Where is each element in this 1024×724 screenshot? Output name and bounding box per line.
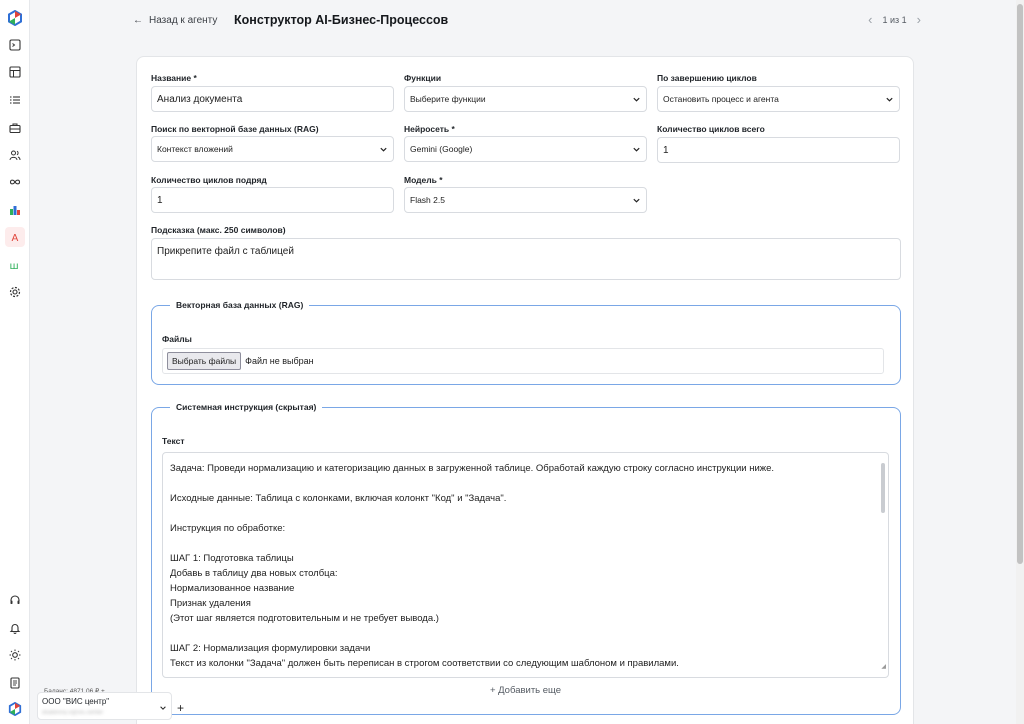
- instruction-line: [170, 536, 881, 551]
- rag-search-label: Поиск по векторной базе данных (RAG): [151, 124, 319, 134]
- functions-value: Выберите функции: [410, 94, 486, 104]
- chevron-down-icon: [632, 145, 641, 154]
- sun-icon[interactable]: [5, 645, 25, 665]
- files-label: Файлы: [162, 334, 192, 344]
- settings-icon[interactable]: [5, 282, 25, 302]
- infinity-icon[interactable]: [5, 172, 25, 192]
- instruction-line: Задача: Проведи нормализацию и категоризацию данных в загруженной таблице. Обработай каждую строку согласно инструкции ниже.: [170, 463, 775, 474]
- file-status: Файл не выбран: [245, 356, 314, 366]
- terminal-icon[interactable]: [5, 35, 25, 55]
- chevron-down-icon: [632, 196, 641, 205]
- instruction-line: [170, 476, 881, 491]
- arrow-left-icon: ←: [133, 15, 143, 26]
- on-finish-value: Остановить процесс и агента: [663, 94, 779, 104]
- logo-small-icon[interactable]: [5, 699, 25, 719]
- cycles-row-label: Количество циклов подряд: [151, 175, 267, 185]
- rag-search-select[interactable]: [151, 136, 394, 162]
- pager-label: 1 из 1: [882, 15, 907, 25]
- cycles-total-input[interactable]: 1: [657, 137, 900, 163]
- functions-select[interactable]: [404, 86, 647, 112]
- header: [31, 0, 1016, 44]
- instruction-line: Признак удаления: [170, 598, 251, 609]
- instruction-line: Инструкция по обработке:: [170, 523, 286, 534]
- name-label: Название *: [151, 73, 197, 83]
- account-switcher[interactable]: [37, 692, 172, 720]
- cycles-total-label: Количество циклов всего: [657, 124, 765, 134]
- functions-label: Функции: [404, 73, 442, 83]
- instruction-line: Исходные данные: Таблица с колонками, включая колонкт "Код" и "Задача".: [170, 493, 507, 504]
- cycles-row-input[interactable]: 1: [151, 187, 394, 213]
- chart-icon[interactable]: [5, 200, 25, 220]
- svg-text:A: A: [11, 233, 19, 243]
- page-title: Конструктор AI-Бизнес-Процессов: [234, 13, 449, 27]
- list-icon[interactable]: [5, 90, 25, 110]
- network-select[interactable]: [404, 136, 647, 162]
- instruction-textarea[interactable]: [162, 452, 889, 678]
- instruction-line: ШАГ 2: Нормализация формулировки задачи: [170, 643, 371, 654]
- choose-files-button[interactable]: Выбрать файлы: [167, 352, 241, 370]
- rag-group-legend: Векторная база данных (RAG): [170, 300, 309, 310]
- pager: [868, 12, 921, 27]
- page-scrollbar[interactable]: [1016, 0, 1024, 724]
- chevron-down-icon: [632, 95, 641, 104]
- logo-icon[interactable]: [5, 8, 25, 28]
- text-w-icon[interactable]: [5, 255, 25, 275]
- instruction-group-legend: Системная инструкция (скрытая): [170, 402, 322, 412]
- account-email: ekaterina.v@vis.center: [42, 710, 104, 716]
- sidebar: [0, 0, 30, 724]
- add-account-button[interactable]: +: [177, 701, 185, 715]
- hint-label: Подсказка (макс. 250 символов): [151, 225, 286, 235]
- rag-search-value: Контекст вложений: [157, 144, 233, 154]
- rag-group: [151, 300, 901, 385]
- instruction-line: Добавь в таблицу два новых столбца:: [170, 568, 338, 579]
- chevron-right-icon[interactable]: ›: [916, 12, 921, 27]
- name-input[interactable]: Анализ документа: [151, 86, 394, 112]
- text-a-icon[interactable]: [5, 227, 25, 247]
- instruction-line: (Этот шаг является подготовительным и не требует вывода.): [170, 613, 439, 624]
- model-label: Модель *: [404, 175, 443, 185]
- network-label: Нейросеть *: [404, 124, 455, 134]
- instruction-line: [170, 506, 881, 521]
- add-more-button[interactable]: + Добавить еще: [489, 685, 562, 696]
- table-icon[interactable]: [5, 62, 25, 82]
- chevron-left-icon[interactable]: ‹: [868, 12, 873, 27]
- hint-textarea[interactable]: Прикрепите файл с таблицей: [151, 238, 901, 280]
- model-value: Flash 2.5: [410, 195, 445, 205]
- instruction-line: ШАГ 1: Подготовка таблицы: [170, 553, 294, 564]
- resize-handle-icon[interactable]: ◢: [881, 664, 886, 670]
- instruction-line: Текст из колонки "Задача" должен быть переписан в строгом соответствии со следующим шаблоном и правилами.: [170, 658, 679, 669]
- textarea-scrollbar[interactable]: [881, 463, 885, 513]
- document-icon[interactable]: [5, 673, 25, 693]
- text-label: Текст: [162, 436, 185, 446]
- form-card: [136, 56, 914, 724]
- instruction-line: Нормализованное название: [170, 583, 295, 594]
- instruction-group: [151, 402, 901, 715]
- scrollbar-thumb[interactable]: [1017, 4, 1023, 564]
- svg-text:ш: ш: [9, 261, 19, 271]
- account-name: ООО "ВИС центр": [42, 697, 110, 706]
- network-value: Gemini (Google): [410, 144, 473, 154]
- on-finish-select[interactable]: [657, 86, 900, 112]
- instruction-line: [170, 626, 881, 641]
- on-finish-label: По завершению циклов: [657, 73, 757, 83]
- headset-icon[interactable]: [5, 590, 25, 610]
- chevron-down-icon: [885, 95, 894, 104]
- chevron-down-icon: [379, 145, 388, 154]
- chevron-down-icon: [159, 704, 167, 712]
- model-select[interactable]: [404, 187, 647, 213]
- briefcase-icon[interactable]: [5, 118, 25, 138]
- users-icon[interactable]: [5, 145, 25, 165]
- bell-icon[interactable]: [5, 618, 25, 638]
- back-button[interactable]: [133, 15, 217, 26]
- file-input: [162, 348, 884, 374]
- back-label: Назад к агенту: [149, 15, 218, 26]
